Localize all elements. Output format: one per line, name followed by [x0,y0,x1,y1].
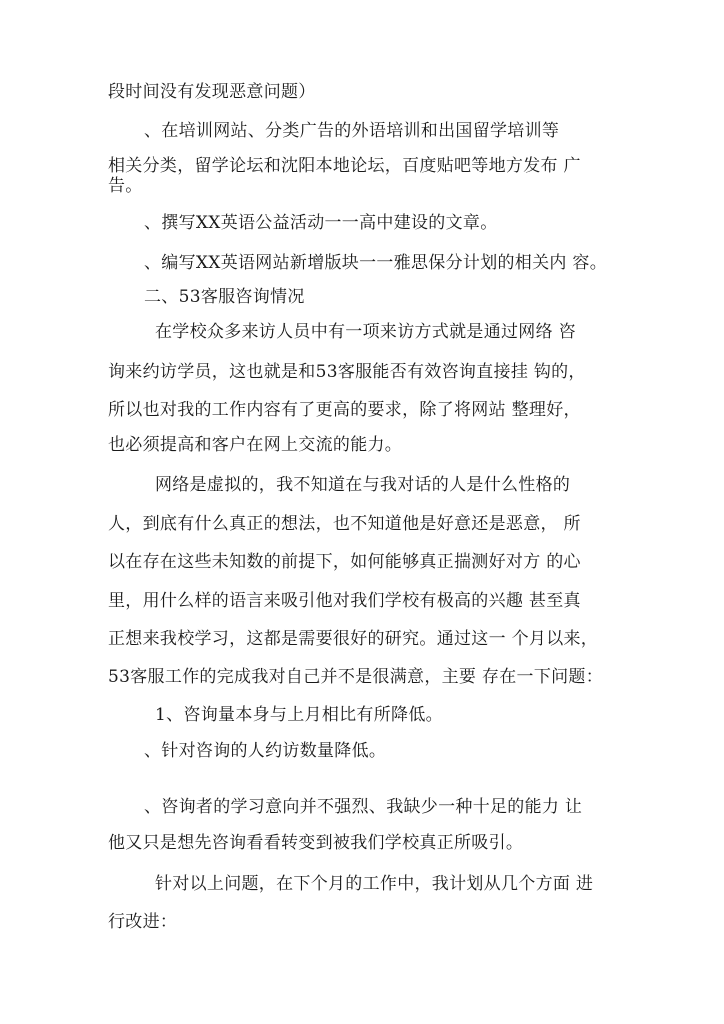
text-line: 正想来我校学习，这都是需要很好的研究。通过这一 个月以来， [108,629,599,649]
text-line: 、编写XX英语网站新增版块一一雅思保分计划的相关内 容。 [144,253,608,273]
text-line: 网络是虚拟的，我不知道在与我对话的人是什么性格的 [155,475,571,495]
list-item: 1、咨询量本身与上月相比有所降低。 [155,705,443,725]
text-line: 以在存在这些未知数的前提下，如何能够真正揣测好对方 的心 [108,552,581,572]
text-line: 、在培训网站、分类广告的外语培训和出国留学培训等 [144,121,560,141]
list-item: 、针对咨询的人约访数量降低。 [144,741,387,761]
text-line: 里，用什么样的语言来吸引他对我们学校有极高的兴趣 甚至真 [108,591,581,611]
text-line: 、撰写XX英语公益活动一一高中建设的文章。 [144,213,498,233]
text-line: 段时间没有发现恶意问题） [108,82,316,102]
text-line: 行改进： [108,912,178,932]
text-line: 所以也对我的工作内容有了更高的要求，除了将网站 整理好， [108,400,581,420]
text-line: 人，到底有什么真正的想法，也不知道他是好意还是恶意， 所 [108,514,581,534]
text-line: 告。 [108,176,143,196]
text-line: 也必须提高和客户在网上交流的能力。 [108,435,403,455]
text-line: 在学校众多来访人员中有一项来访方式就是通过网络 咨 [155,322,576,342]
text-line: 相关分类，留学论坛和沈阳本地论坛，百度贴吧等地方发布 广 [108,156,581,176]
text-line: 询来约访学员，这也就是和53客服能否有效咨询直接挂 钩的， [108,362,586,382]
text-line: 针对以上问题，在下个月的工作中，我计划从几个方面 进 [155,874,594,894]
text-line: 他又只是想先咨询看看转变到被我们学校真正所吸引。 [108,833,524,853]
section-heading: 二、53客服咨询情况 [144,287,305,307]
list-item: 、咨询者的学习意向并不强烈、我缺少一种十足的能力 让 [144,797,583,817]
text-line: 53客服工作的完成我对自己并不是很满意，主要 存在一下问题： [108,667,604,687]
